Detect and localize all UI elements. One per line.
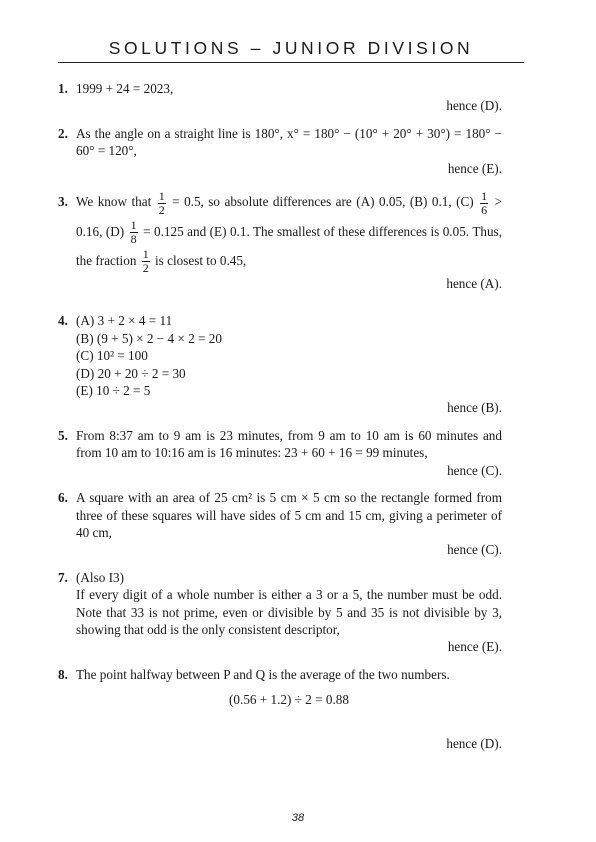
solution-item-3: [58, 187, 502, 292]
item-number: 7.: [58, 569, 68, 585]
option-line: (D) 20 + 20 ÷ 2 = 30: [76, 365, 186, 381]
numerator: 1: [158, 188, 165, 203]
item-number: 3.: [58, 194, 68, 210]
denominator: 6: [481, 202, 488, 217]
solution-text: If every digit of a whole number is either a 3 or a 5, the number must be odd. Note that 33 is not prime, even or divisible by 5 and 35 is not divisible by 3, showing that odd is the only consistent descriptor,: [76, 587, 502, 637]
option-line: (C) 10² = 100: [76, 348, 148, 364]
equation: (0.56 + 1.2) ÷ 2 = 0.88: [229, 692, 349, 708]
denominator: 2: [158, 202, 165, 217]
solution-item-2: [58, 125, 502, 177]
solution-item-7: [58, 569, 502, 656]
option-line: (B) (9 + 5) × 2 − 4 × 2 = 20: [76, 330, 222, 346]
solution-text: From 8:37 am to 9 am is 23 minutes, from 9 am to 10 am is 60 minutes and from 10 am to 10:16 am is 16 minutes: 23 + 60 + 16 = 99 minutes,: [76, 427, 502, 461]
answer: hence (C).: [447, 542, 502, 558]
solutions-list: [58, 80, 502, 762]
item-number: 8.: [58, 666, 68, 682]
solution-text: [76, 187, 502, 275]
denominator: 2: [142, 261, 149, 276]
solution-item-1: [58, 80, 502, 115]
solution-item-6: [58, 489, 502, 559]
answer: hence (D).: [446, 98, 502, 114]
item-number: 1.: [58, 81, 68, 96]
solution-text: A square with an area of 25 cm² is 5 cm × 5 cm so the rectangle formed from three of these squares will have sides of 5 cm and 15 cm, giving a perimeter of 40 cm,: [76, 490, 502, 540]
solution-item-8: [58, 666, 502, 752]
numerator: 1: [130, 217, 137, 232]
item-number: 5.: [58, 427, 68, 443]
text-segment: = 0.125 and (E) 0.1. The smallest of these differences is 0.05. Thus, the fraction: [76, 223, 502, 268]
answer: hence (E).: [447, 639, 502, 655]
solution-text: As the angle on a straight line is 180°, x° = 180° − (10° + 20° + 30°) = 180° − 60° = 120°,: [76, 125, 502, 159]
item-number: 2.: [58, 125, 68, 141]
fraction-one-sixth: [480, 190, 488, 217]
solution-item-5: [58, 427, 502, 479]
page-header: SOLUTIONS – JUNIOR DIVISION: [108, 38, 474, 58]
text-segment: > 0.16, (D): [76, 194, 503, 239]
option-line: (E) 10 ÷ 2 = 5: [76, 383, 151, 399]
answer: hence (C).: [447, 462, 502, 478]
answer: hence (E).: [447, 160, 502, 176]
numerator: 1: [481, 188, 488, 203]
answer: hence (B).: [447, 400, 502, 416]
text-segment: = 0.5, so absolute differences are (A) 0.05, (B) 0.1, (C): [172, 194, 474, 210]
text-segment: We know that: [76, 194, 152, 210]
fraction-one-half: [158, 190, 166, 217]
fraction-one-half: [142, 248, 150, 275]
header-rule: [58, 62, 524, 63]
denominator: 8: [130, 231, 137, 246]
text-segment: is closest to 0.45,: [155, 252, 247, 268]
option-line: (A) 3 + 2 × 4 = 11: [76, 313, 173, 329]
answer: hence (D).: [446, 735, 502, 751]
item-number: 4.: [58, 313, 68, 329]
item-number: 6.: [58, 490, 68, 506]
page-number: 38: [291, 812, 305, 824]
cross-reference: (Also I3): [76, 569, 124, 585]
answer: hence (A).: [446, 276, 502, 292]
numerator: 1: [142, 247, 149, 262]
solution-text: 1999 + 24 = 2023,: [76, 81, 174, 96]
fraction-one-eighth: [130, 219, 138, 246]
solution-item-4: [58, 312, 502, 416]
solution-text: The point halfway between P and Q is the average of the two numbers.: [76, 666, 450, 682]
